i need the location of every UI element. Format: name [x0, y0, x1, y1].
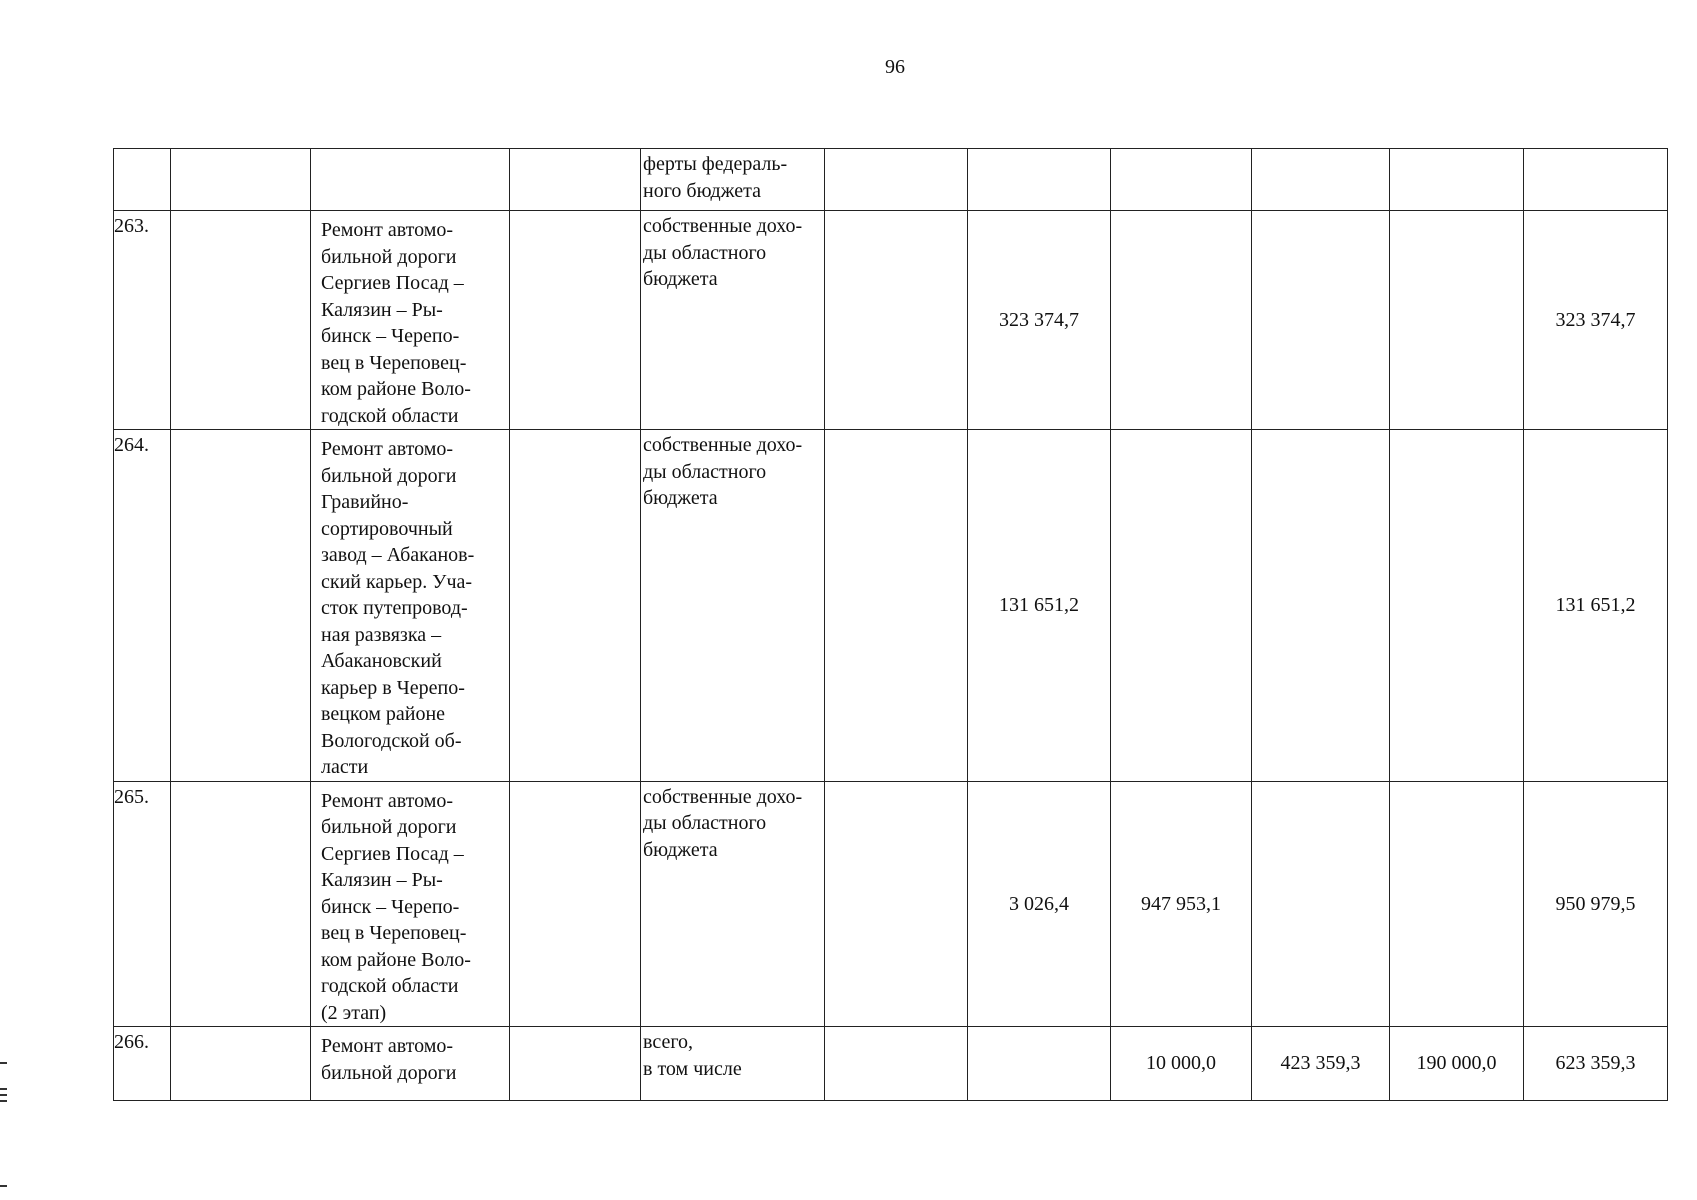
- cell-source: [641, 430, 825, 782]
- cell-col8: [1111, 430, 1252, 782]
- cell-col9: [1252, 430, 1390, 782]
- cell-source: [641, 1027, 825, 1101]
- cell-name: [311, 211, 510, 430]
- cell-col6: [825, 430, 968, 782]
- cell-code: [171, 211, 311, 430]
- scan-margin-mark: [0, 1062, 7, 1064]
- name-text: Ремонт автомо- бильной дороги Сергиев Посад – Калязин – Ры- бинск – Черепо- вец в Череповец- ком районе Воло- годской области (2 этап): [321, 789, 471, 1024]
- cell-name: [311, 1027, 510, 1101]
- cell-col7: [968, 149, 1111, 211]
- cell-col10: [1390, 211, 1524, 430]
- cell-total: 623 359,3: [1524, 1027, 1668, 1101]
- source-text: собственные дохо- ды областного бюджета: [643, 785, 803, 861]
- cell-total: [1524, 149, 1668, 211]
- source-text: собственные дохо- ды областного бюджета: [643, 215, 803, 290]
- cell-col6: [825, 149, 968, 211]
- cell-index: 265.: [114, 781, 171, 1027]
- cell-executor: [510, 1027, 641, 1101]
- scan-margin-mark: [0, 1094, 7, 1096]
- scan-margin-mark: [0, 1100, 7, 1102]
- cell-col8: 10 000,0: [1111, 1027, 1252, 1101]
- cell-source: [641, 211, 825, 430]
- cell-name: [311, 781, 510, 1027]
- cell-col6: [825, 211, 968, 430]
- cell-executor: [510, 211, 641, 430]
- cell-total: 323 374,7: [1524, 211, 1668, 430]
- cell-col9: 423 359,3: [1252, 1027, 1390, 1101]
- cell-name: [311, 149, 510, 211]
- cell-executor: [510, 149, 641, 211]
- cell-col10: [1390, 149, 1524, 211]
- cell-index: [114, 149, 171, 211]
- scan-margin-mark: [0, 1088, 7, 1090]
- cell-col10: [1390, 781, 1524, 1027]
- budget-table: [113, 148, 1668, 1101]
- cell-col7: [968, 1027, 1111, 1101]
- cell-code: [171, 1027, 311, 1101]
- cell-col7: 131 651,2: [968, 430, 1111, 782]
- cell-code: [171, 149, 311, 211]
- scan-margin-mark: [0, 1185, 7, 1187]
- cell-code: [171, 430, 311, 782]
- cell-source: [641, 149, 825, 211]
- cell-col8: [1111, 211, 1252, 430]
- source-text: собственные дохо- ды областного бюджета: [643, 434, 803, 509]
- cell-col10: [1390, 430, 1524, 782]
- cell-col9: [1252, 781, 1390, 1027]
- cell-col10: 190 000,0: [1390, 1027, 1524, 1101]
- cell-total: 950 979,5: [1524, 781, 1668, 1027]
- table-row: [114, 1027, 1668, 1101]
- cell-index: 266.: [114, 1027, 171, 1101]
- cell-total: 131 651,2: [1524, 430, 1668, 782]
- cell-col6: [825, 1027, 968, 1101]
- table-row: [114, 781, 1668, 1027]
- cell-col7: 323 374,7: [968, 211, 1111, 430]
- name-text: Ремонт автомо- бильной дороги Гравийно- сортировочный завод – Абаканов- ский карьер. Уча- сток путепровод- ная развязка – Абакановский карьер в Черепо- вецком районе Вологодской об- ласти: [321, 438, 475, 778]
- cell-index: 264.: [114, 430, 171, 782]
- page-number: 96: [885, 56, 905, 78]
- cell-index: 263.: [114, 211, 171, 430]
- source-text: всего, в том числе: [643, 1031, 742, 1080]
- cell-source: [641, 781, 825, 1027]
- cell-col7: 3 026,4: [968, 781, 1111, 1027]
- table-row-continuation: [114, 149, 1668, 211]
- cell-executor: [510, 781, 641, 1027]
- cell-col9: [1252, 211, 1390, 430]
- cell-col8: 947 953,1: [1111, 781, 1252, 1027]
- table-row: [114, 211, 1668, 430]
- cell-col8: [1111, 149, 1252, 211]
- cell-name: [311, 430, 510, 782]
- table-row: [114, 430, 1668, 782]
- source-text: ферты федераль- ного бюджета: [643, 153, 788, 202]
- cell-executor: [510, 430, 641, 782]
- cell-code: [171, 781, 311, 1027]
- name-text: Ремонт автомо- бильной дороги Сергиев Посад – Калязин – Ры- бинск – Черепо- вец в Череповец- ком районе Воло- годской области: [321, 219, 471, 427]
- cell-col6: [825, 781, 968, 1027]
- name-text: Ремонт автомо- бильной дороги: [321, 1035, 457, 1084]
- cell-col9: [1252, 149, 1390, 211]
